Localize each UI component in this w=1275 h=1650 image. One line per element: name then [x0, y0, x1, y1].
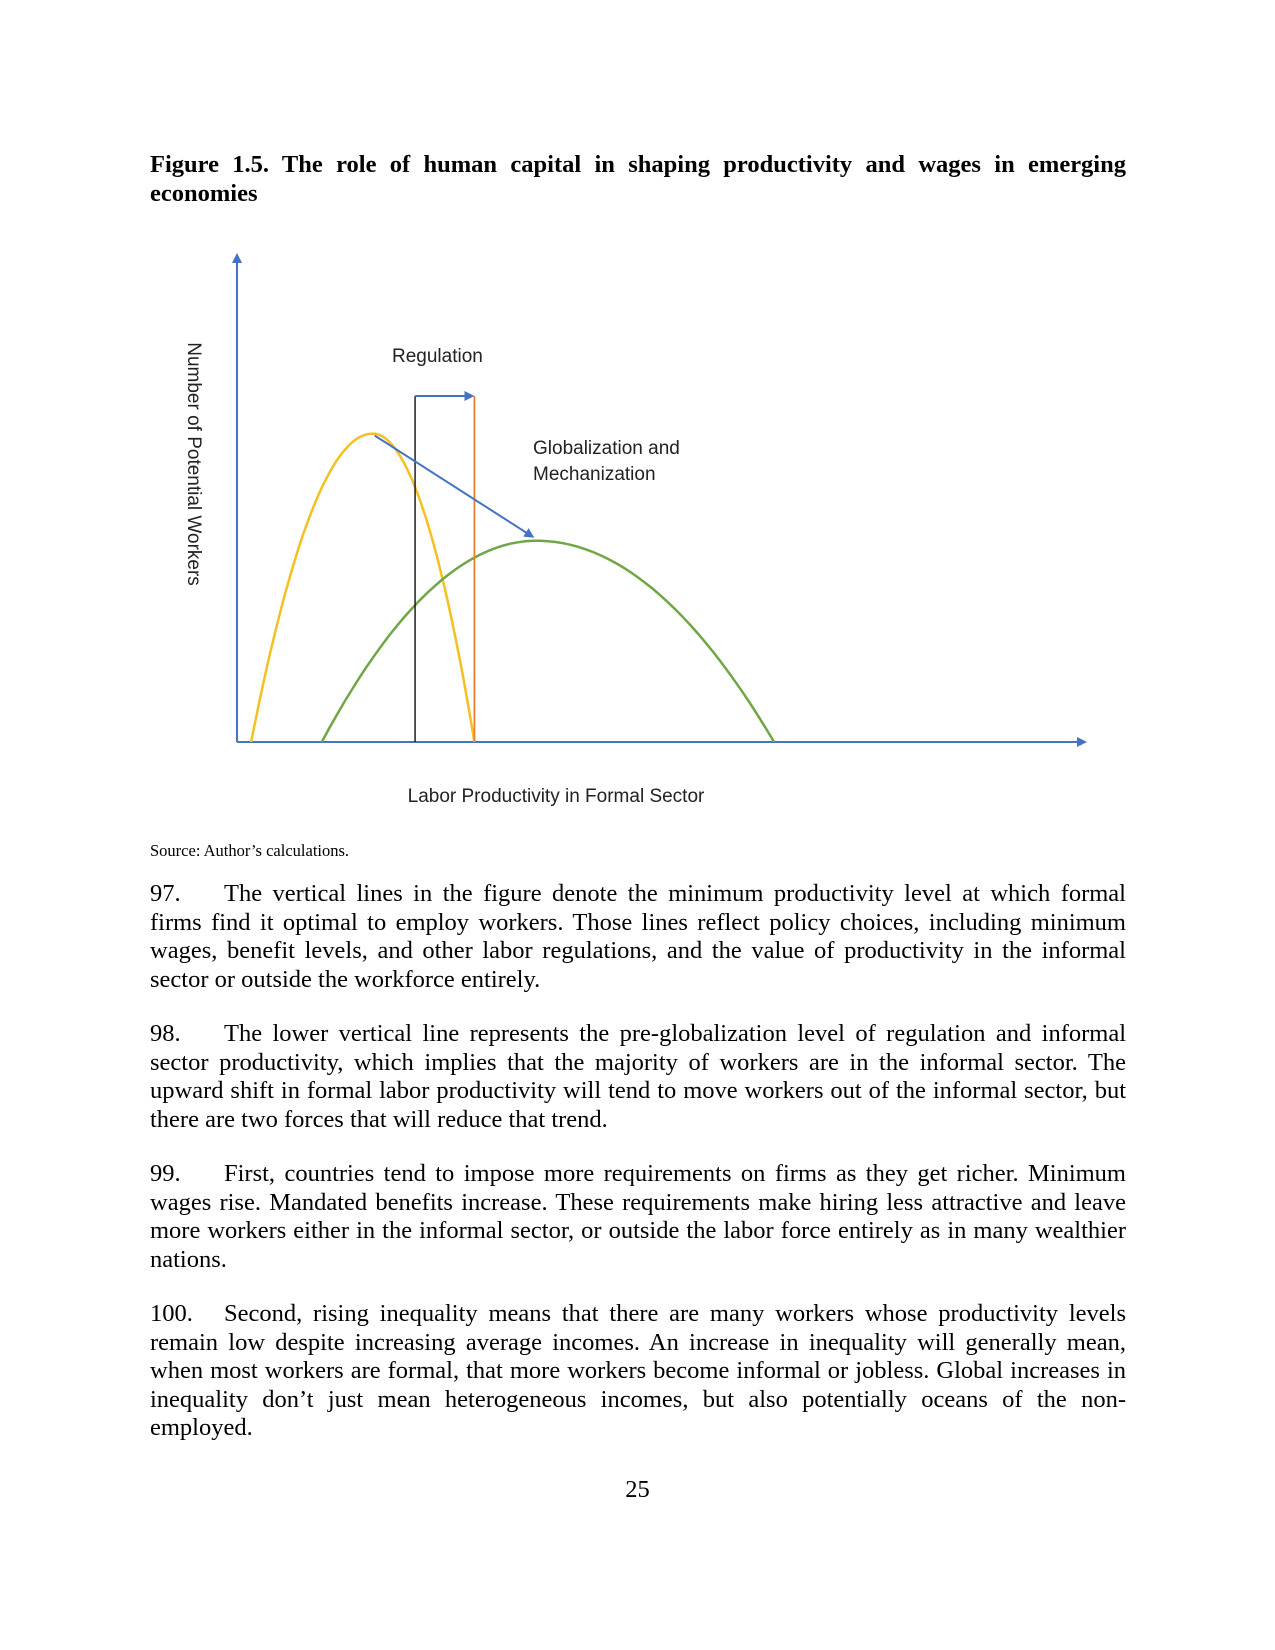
paragraph-number: 100. — [150, 1300, 193, 1327]
x-axis-label: Labor Productivity in Formal Sector — [407, 786, 705, 807]
globalization-label-line1: Globalization and — [533, 438, 680, 459]
paragraph-99 — [150, 1160, 1126, 1274]
paragraph-97 — [150, 880, 1126, 994]
yellow-curve — [251, 434, 474, 742]
y-axis-label: Number of Potential Workers — [183, 342, 204, 586]
paragraph-text: First, countries tend to impose more requirements on firms as they get richer. Minimum wages rise. Mandated benefits increase. These requirements make hiring less attractive and leave more workers either in the informal sector, or outside the labor force entirely as in many wealthier nations. — [150, 1160, 1126, 1273]
green-curve — [322, 541, 774, 742]
paragraph-text: The vertical lines in the figure denote the minimum productivity level at which formal firms find it optimal to employ workers. Those lines reflect policy choices, including minimum wages, benefit levels, and other labor regulations, and the value of productivity in the informal sector or outside the workforce entirely. — [150, 880, 1126, 993]
globalization-shift-arrow — [375, 436, 533, 537]
paragraph-text: The lower vertical line represents the pre-globalization level of regulation and informal sector productivity, which implies that the majority of workers are in the informal sector. The upward shift in formal labor productivity will tend to move workers out of the informal sector, but there are two forces that will reduce that trend. — [150, 1020, 1126, 1133]
regulation-label: Regulation — [392, 346, 483, 367]
page-number: 25 — [625, 1476, 650, 1503]
figure-source: Source: Author’s calculations. — [150, 841, 350, 860]
paragraph-number: 99. — [150, 1160, 181, 1187]
figure-title: Figure 1.5. The role of human capital in shaping productivity and wages in emerging economies — [150, 151, 1126, 207]
globalization-label-line2: Mechanization — [533, 464, 656, 485]
paragraph-100 — [150, 1300, 1126, 1443]
paragraph-text: Second, rising inequality means that there are many workers whose productivity levels remain low despite increasing average incomes. An increase in inequality will generally mean, when most workers are formal, that more workers become informal or jobless. Global increases in inequality don’t just mean heterogeneous incomes, but also potentially oceans of the non-employed. — [150, 1300, 1126, 1441]
paragraph-number: 97. — [150, 880, 181, 907]
paragraph-98 — [150, 1020, 1126, 1134]
paragraph-number: 98. — [150, 1020, 181, 1047]
